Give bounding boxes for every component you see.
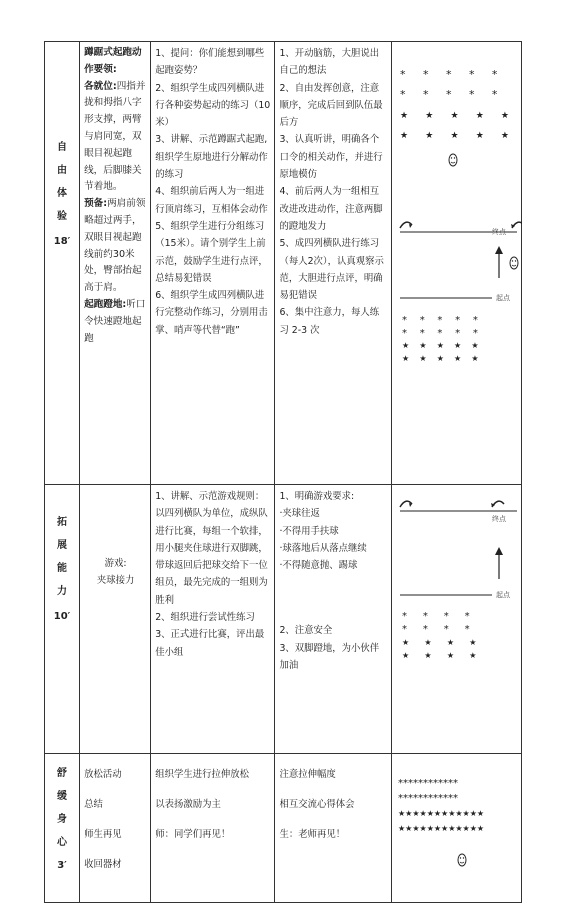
teacher-step: 1、提问：你们能想到哪些起跑姿势？ [155,48,265,77]
student-step: 4、前后两人为一组相互改进改进动作，注意两脚的蹬地发力 [279,186,383,232]
student-formation-stars [400,68,509,141]
rule-item: ·球落地后从落点继续 [279,542,367,554]
student-cell [275,42,391,485]
content-item: 总结 [84,799,103,810]
student-cell [275,485,391,754]
svg-text:* * * *: * * * * [401,611,470,622]
stage-char: 力 [57,586,68,597]
stage-char: 缓 [57,791,68,802]
formation-diagram-svg [392,485,522,683]
content-cell [80,485,151,754]
teacher-step: 2、组织学生成四列横队进行各种姿势起动的练习（10米） [155,82,271,129]
direction-arrow [495,246,503,278]
teacher-step: 3、讲解、示范蹲踞式起跑,组织学生原地进行分解动作的练习 [155,134,268,181]
svg-text:★ ★ ★ ★: ★ ★ ★ ★ [401,651,477,660]
stage-cell [45,754,80,903]
student-step: 1、开动脑筋，大胆说出自己的想法 [279,48,380,77]
finish-label: 终点 [491,515,506,523]
student-icon [510,257,518,269]
content-title: 蹲踞式起跑动作要领: [84,47,142,75]
formation-diagram-svg [392,42,522,394]
teacher-step: 4、组织前后两人为一组进行顶肩练习，互相体会动作 [155,186,268,215]
table-row [45,754,522,903]
stage-char: 展 [57,540,68,551]
finish-line [400,501,517,511]
stage-cell [45,485,80,754]
svg-text:★ ★ ★ ★ ★: ★ ★ ★ ★ ★ [401,354,479,363]
svg-text:* * * * *: * * * * * [401,315,478,326]
teacher-step: 1、讲解、示范游戏规则：以四列横队为单位，成纵队进行比赛，每组一个软排，用小腿夹住球进行双脚跳，带球返回后把球交给下一位组员，最先完成的一组则为胜利 [155,491,268,606]
svg-text:★★★★★★★★★★★★: ★★★★★★★★★★★★ [397,809,484,818]
stage-char: 由 [57,165,68,176]
student-step: 3、双脚蹬地，为小伙伴加油 [279,642,380,672]
svg-text:★ ★ ★ ★ ★: ★ ★ ★ ★ ★ [399,111,509,121]
student-step: 2、自由发挥创意，注意顺序，完成后回到队伍最后方 [279,82,383,129]
stage-char: 身 [57,814,68,825]
rule-item: ·不得用手扶球 [279,525,339,537]
stage-time: 18′ [53,236,71,247]
svg-text:★★★★★★★★★★★★: ★★★★★★★★★★★★ [397,824,484,833]
student-step: 3、认真听讲，明确各个口令的相关动作，并进行原地模仿 [279,134,383,181]
teacher-cell [151,754,275,903]
student-step: 注意拉伸幅度 [279,769,336,780]
finish-label: 终点 [491,228,506,236]
stage-char: 心 [57,837,68,848]
teacher-step: 以表扬激励为主 [155,799,221,810]
direction-arrow [495,547,503,579]
student-step: 5、成四列横队进行练习（每人2次），认真观察示范，大胆进行点评，明确易犯错误 [279,238,384,302]
svg-text:★ ★ ★ ★ ★: ★ ★ ★ ★ ★ [401,341,479,350]
svg-text:************: ************ [397,793,458,804]
rule-item: ·不得随意抛、踢球 [279,560,358,572]
teacher-icon [449,154,457,166]
content-item: 放松活动 [84,769,122,780]
content-paragraph: 预备:两肩前领略超过两手，双眼目视起跑线前约30米处，臀部抬起高于肩。 [84,198,146,294]
student-step: 2、注意安全 [279,625,333,637]
table-row [45,42,522,485]
student-step: 生：老师再见！ [279,829,346,840]
stage-char: 拓 [57,517,68,528]
stage-char: 体 [57,188,68,199]
content-item: 收回器材 [84,859,122,870]
stage-char: 验 [57,211,68,222]
student-cell [275,754,391,903]
stage-char: 自 [57,142,68,153]
content-name: 夹球接力 [96,575,135,587]
content-paragraph: 各就位:四指并拢和拇指八字形支撑，两臂与肩同宽，双眼目视起跑线，后脚膝关节着地。 [84,80,146,193]
student-formation-stars [402,611,476,660]
teacher-step: 5、组织学生进行分组练习（15米）。请个别学生上前示范，鼓励学生进行点评，总结易犯错误 [155,220,268,284]
content-title: 游戏: [104,558,127,569]
teacher-step: 2、组织进行尝试性练习 [155,612,255,624]
stage-cell [45,42,80,485]
svg-text:* * * * *: * * * * * [399,88,498,101]
svg-text:************: ************ [397,778,458,789]
formation-diagram [391,485,521,754]
svg-text:★ ★ ★ ★: ★ ★ ★ ★ [401,638,477,647]
content-paragraph: 起跑蹬地:听口令快速蹬地起跑 [84,298,146,344]
content-cell [80,42,151,485]
student-formation-stars [398,778,484,833]
lesson-plan-table [44,41,522,903]
table-row [45,485,522,754]
stage-time: 3′ [57,860,67,871]
teacher-step: 6、组织学生成四列横队进行完整动作练习，分别用击掌、哨声等代替“跑” [155,290,268,336]
svg-text:* * * * *: * * * * * [399,68,498,81]
start-label: 起点 [495,294,510,302]
content-cell [80,754,151,903]
formation-diagram-svg [392,754,522,896]
formation-diagram [391,42,521,485]
formation-diagram [391,754,521,903]
teacher-icon [458,854,466,866]
teacher-step: 3、正式进行比赛，评出最佳小组 [155,629,265,658]
content-item: 师生再见 [84,829,122,840]
start-label: 起点 [495,591,510,599]
stage-char: 能 [57,563,68,574]
stage-char: 舒 [57,768,68,779]
student-step: 相互交流心得体会 [279,799,355,810]
svg-text:* * * *: * * * * [401,624,470,635]
teacher-step: 师：同学们再见！ [155,829,231,840]
student-step: 6、集中注意力，每人练习 2-3 次 [279,307,380,336]
svg-text:★ ★ ★ ★ ★: ★ ★ ★ ★ ★ [399,131,509,141]
student-formation-stars [402,315,479,363]
teacher-step: 组织学生进行拉伸放松 [155,769,249,780]
teacher-cell [151,42,275,485]
teacher-cell [151,485,275,754]
rule-item: ·夹球往返 [279,508,320,520]
student-step: 1、明确游戏要求: [279,491,355,502]
svg-text:* * * * *: * * * * * [401,328,478,339]
stage-time: 10′ [53,611,71,622]
